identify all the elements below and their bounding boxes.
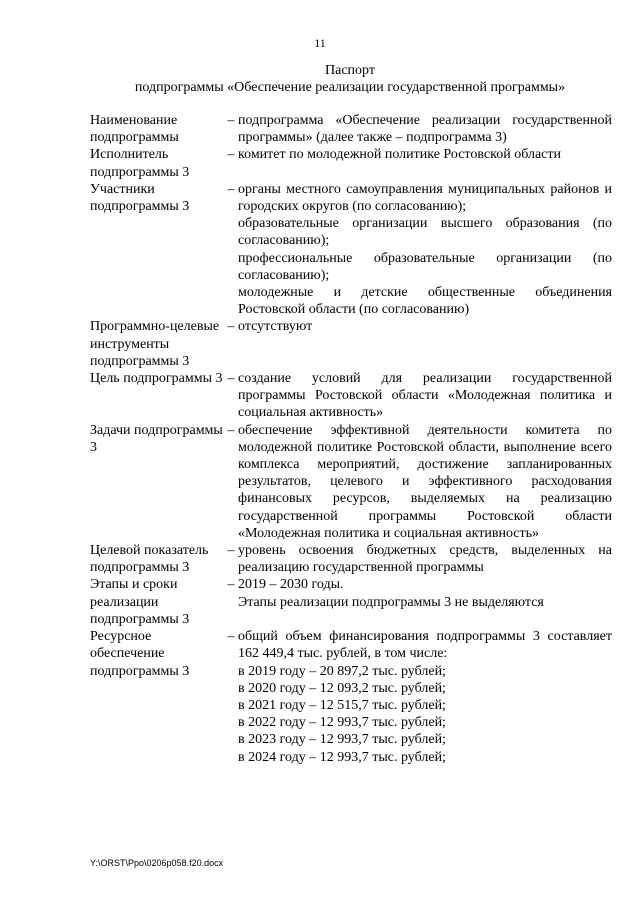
row-dash: – (227, 543, 235, 559)
row-value-line: в 2019 году – 20 897,2 тыс. рублей; (238, 663, 446, 679)
row-value (238, 576, 612, 628)
document-title (60, 62, 640, 96)
row-label: Цель подпрограммы 3 (90, 371, 223, 387)
row-value-line: обеспечение эффективной деятельности комитета по молодежной политике Ростовской области, выполнение всего комплекса мероприятий, достижение запланированных результатов, целевого и эффективного расходования финансовых ресурсов, выделяемых на реализацию государственной программы Ростовской области «Молодежная политика и социальная активность» (238, 422, 612, 541)
title-line-1: Паспорт (325, 63, 375, 78)
passport-row (90, 112, 612, 146)
row-value-line: Этапы реализации подпрограммы 3 не выделяются (238, 594, 544, 610)
title-line-2: подпрограммы «Обеспечение реализации государственной программы» (134, 80, 566, 95)
row-value-line: профессиональные образовательные организации (по согласованию); (238, 250, 612, 283)
row-value-line: в 2021 году – 12 515,7 тыс. рублей; (238, 697, 446, 713)
passport-row (90, 422, 612, 542)
row-value-line: молодежные и детские общественные объединения Ростовской области (по согласованию) (238, 285, 612, 318)
row-label: Наименование подпрограммы (90, 113, 179, 146)
row-dash: – (227, 319, 235, 335)
row-value-line: 2019 – 2030 годы. (238, 577, 344, 593)
row-dash: – (227, 577, 235, 593)
row-label: Исполнитель подпрограммы 3 (90, 147, 190, 180)
file-path-footer: Y:\ORST\Ppo\0206p058.f20.docx (90, 858, 224, 868)
row-label: Ресурсное обеспечение подпрограммы 3 (90, 629, 190, 679)
row-dash: – (227, 371, 235, 387)
row-value (238, 112, 612, 146)
row-value-line: комитет по молодежной политике Ростовской области (238, 147, 561, 163)
passport-row (90, 318, 612, 370)
passport-row (90, 370, 612, 422)
passport-table (90, 112, 612, 766)
row-dash: – (227, 147, 235, 163)
row-value-line: образовательные организации высшего образования (по согласованию); (238, 216, 612, 249)
passport-row (90, 146, 612, 180)
row-value (238, 542, 612, 576)
row-value-line: подпрограмма «Обеспечение реализации государственной программы» (далее также – подпрограмма 3) (238, 113, 612, 146)
row-value-line: в 2020 году – 12 093,2 тыс. рублей; (238, 680, 446, 696)
row-value (238, 318, 612, 370)
passport-row (90, 542, 612, 576)
row-value-line: создание условий для реализации государственной программы Ростовской области «Молодежная политика и социальная активность» (238, 371, 612, 421)
row-dash: – (227, 181, 235, 197)
row-value-line: общий объем финансирования подпрограммы 3 составляет 162 449,4 тыс. рублей, в том числе: (238, 629, 612, 662)
row-label: Этапы и сроки реализации подпрограммы 3 (90, 577, 190, 627)
row-label: Программно-целевые инструменты подпрограммы 3 (90, 319, 220, 369)
row-value (238, 181, 612, 319)
row-label: Участники подпрограммы 3 (90, 181, 190, 215)
passport-row (90, 181, 612, 319)
row-dash: – (227, 629, 235, 645)
row-value-line: уровень освоения бюджетных средств, выделенных на реализацию государственной программы (238, 543, 612, 576)
row-label: Целевой показатель подпрограммы 3 (90, 543, 209, 576)
row-value-line: в 2024 году – 12 993,7 тыс. рублей; (238, 749, 446, 765)
row-label: Задачи подпрограммы 3 (90, 422, 223, 455)
passport-row (90, 576, 612, 628)
page-number: 11 (314, 36, 326, 50)
row-value-line: в 2023 году – 12 993,7 тыс. рублей; (238, 732, 446, 748)
row-value-line: в 2022 году – 12 993,7 тыс. рублей; (238, 715, 446, 731)
passport-row (90, 628, 612, 766)
row-value (238, 628, 612, 766)
row-value (238, 146, 612, 180)
row-value (238, 370, 612, 422)
row-dash: – (227, 113, 235, 128)
row-value-line: отсутствуют (238, 319, 313, 335)
row-value-line: органы местного самоуправления муниципальных районов и городских округов (по согласованию); (238, 181, 612, 215)
row-value (238, 422, 612, 542)
row-dash: – (227, 422, 235, 438)
